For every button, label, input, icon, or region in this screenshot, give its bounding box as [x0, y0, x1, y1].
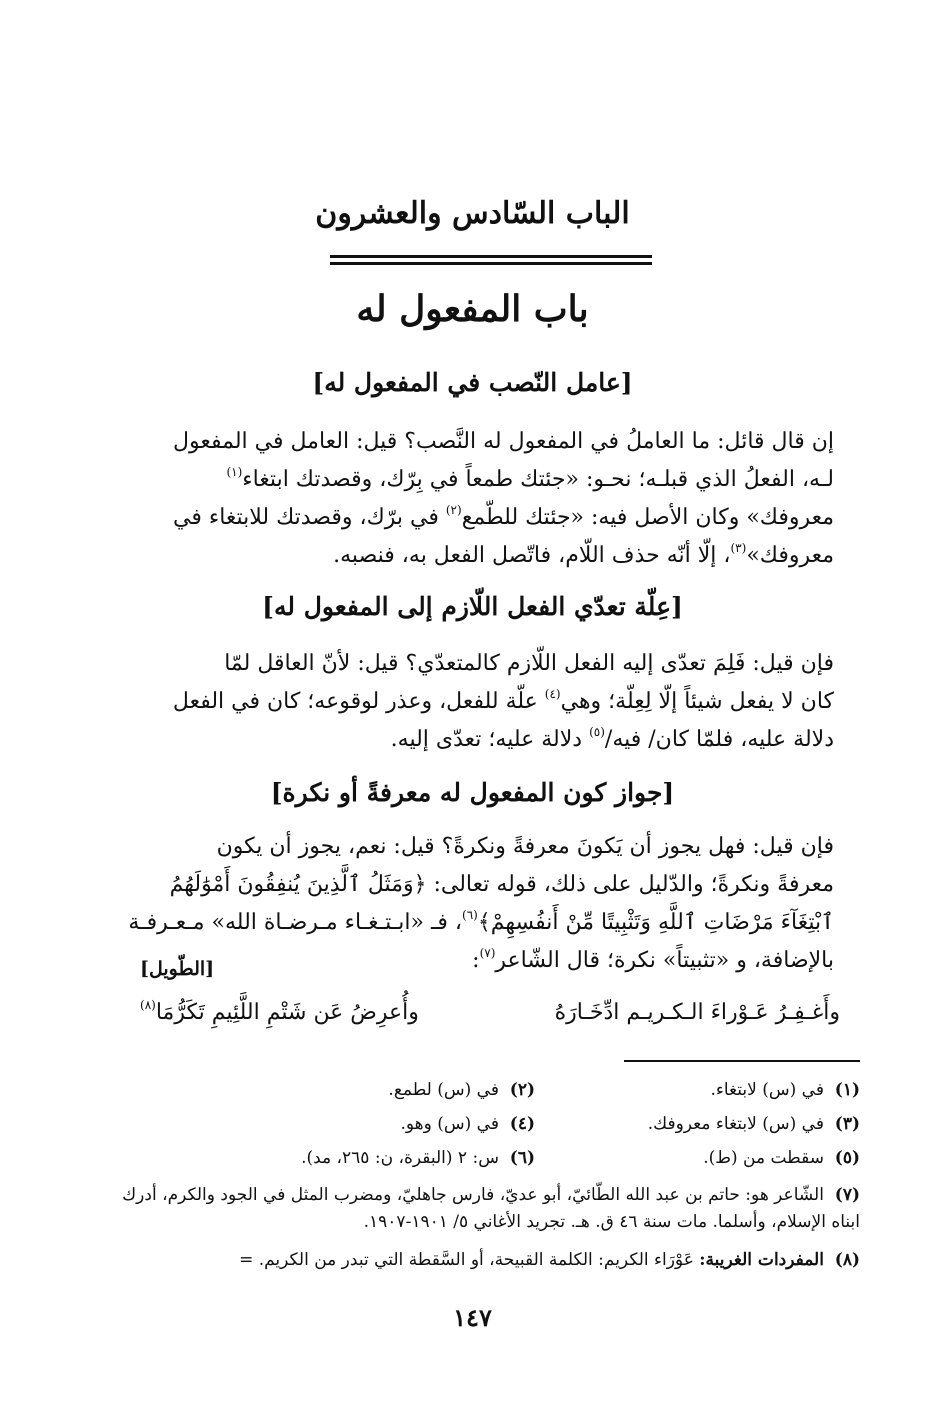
verse-hemistich-2: وأُعرِضُ عَن شَتْمِ اللَّئِيمِ تَكَرُّمَا$^{(٨)}$ [140, 998, 419, 1025]
section-paragraph-2 [128, 645, 834, 759]
chapter-title: الباب السّادس والعشرون [315, 196, 630, 231]
footnote-separator [624, 1060, 860, 1062]
text-line: فإن قيل: فهل يجوز أن يَكونَ معرفةً ونكرةً؟ قيل: نعم، يجوز أن يكون [216, 834, 834, 859]
page-number: ١٤٧ [453, 1303, 492, 1332]
footnote-8: (٨) المفردات الغريبة: عَوْرَاء الكريم: الكلمة القبيحة، أو السَّقطة التي تبدر من الكريم. = [239, 1250, 860, 1270]
text-line: معرفةً ونكرةً؛ والدّليل على ذلك، قوله تعالى: ﴿وَمَثَلُ ٱلَّذِينَ يُنفِقُونَ أَمْوَٰلَهُمُ [169, 872, 834, 897]
footnote-ref: (٤) [544, 687, 561, 701]
footnote-ref: (٢) [445, 503, 462, 517]
section-heading-1: [عامل النّصب في المفعول له] [312, 368, 633, 397]
text-line: لـه، الفعلُ الذي قبلـه؛ نحـو: «جئتك طمعاً في بِرّك، وقصدتك ابتغاء$^{(١)}$ [226, 465, 834, 492]
footnote-6: (٦) س: ٢ (البقرة، ن: ٢٦٥، مد). [301, 1148, 535, 1168]
footnote-4: (٤) في (س) وهو. [400, 1114, 535, 1134]
text-line: بالإضافة، و «تثبيتاً» نكرة؛ قال الشّاعر$^{(٧)}$: [472, 946, 834, 973]
poetic-meter-label: [الطّويل] [140, 958, 215, 980]
section-paragraph-3 [128, 828, 834, 980]
section-paragraph-1 [128, 423, 834, 575]
title-rule-top [330, 255, 652, 258]
bab-title: باب المفعول له [356, 288, 589, 330]
text-line: معروفك» وكان الأصل فيه: «جئتك للطّمع$^{(٢)}$ في برّك، وقصدتك للابتغاء في [173, 503, 834, 530]
footnote-5: (٥) سقطت من (ط). [703, 1148, 860, 1168]
footnote-ref: (٥) [589, 725, 605, 739]
footnote-1: (١) في (س) لابتغاء. [710, 1080, 860, 1100]
text-line: إن قال قائل: ما العاملُ في المفعول له النَّصب؟ قيل: العامل في المفعول [173, 429, 834, 454]
section-heading-2: [عِلّة تعدّي الفعل اللّازم إلى المفعول له] [262, 592, 683, 621]
text-line: كان لا يفعل شيئاً إلّا لِعِلّة؛ وهي$^{(٤)}$ علّة للفعل، وعذر لوقوعه؛ كان في الفعل [172, 687, 834, 714]
footnote-2: (٢) في (س) لطمع. [388, 1080, 535, 1100]
verse-hemistich-1: وأَغـفِـرُ عَـوْراءَ الـكـريـم ادِّخَـارَهُ [554, 1000, 840, 1025]
text-line: دلالة عليه، فلمّا كان/ فيه/$^{(٥)}$ دلالة عليه؛ تعدّى إليه. [390, 725, 834, 752]
text-line: معروفك»$^{(٣)}$، إلّا أنّه حذف اللّام، فاتّصل الفعل به، فنصبه. [333, 541, 834, 568]
footnote-ref: (٦) [462, 908, 478, 922]
title-rule-bottom [330, 262, 652, 265]
footnote-ref: (٨) [140, 998, 156, 1012]
text-line: فإن قيل: فَلِمَ تعدّى إليه الفعل اللّازم كالمتعدّي؟ قيل: لأنّ العاقل لمّا [224, 651, 834, 676]
text-line: ٱبْتِغَآءَ مَرْضَاتِ ٱللَّهِ وَتَثْبِيتًا مِّنْ أَنفُسِهِمْ﴾$^{(٦)}$، فـ «ابـتـغـاء مـرضـاة الله» مـعـرفـة [128, 908, 834, 935]
footnote-7: (٧) الشّاعر هو: حاتم بن عبد الله الطّائيّ، أبو عديّ، فارس جاهليّ، ومضرب المثل في الجود والكرم، أدرك ابناه الإسلام، وأسلما. مات سنة ٤٦ ق. هـ. تجريد الأغاني ٥/ ١٩٠١-١٩٠٧. [122, 1185, 860, 1232]
footnote-ref: (١) [226, 465, 243, 479]
section-heading-3: [جواز كون المفعول له معرفةً أو نكرة] [270, 778, 675, 807]
footnote-3: (٣) في (س) لابتغاء معروفك. [647, 1114, 860, 1134]
footnote-ref: (٧) [479, 946, 496, 960]
footnote-ref: (٣) [730, 541, 747, 555]
